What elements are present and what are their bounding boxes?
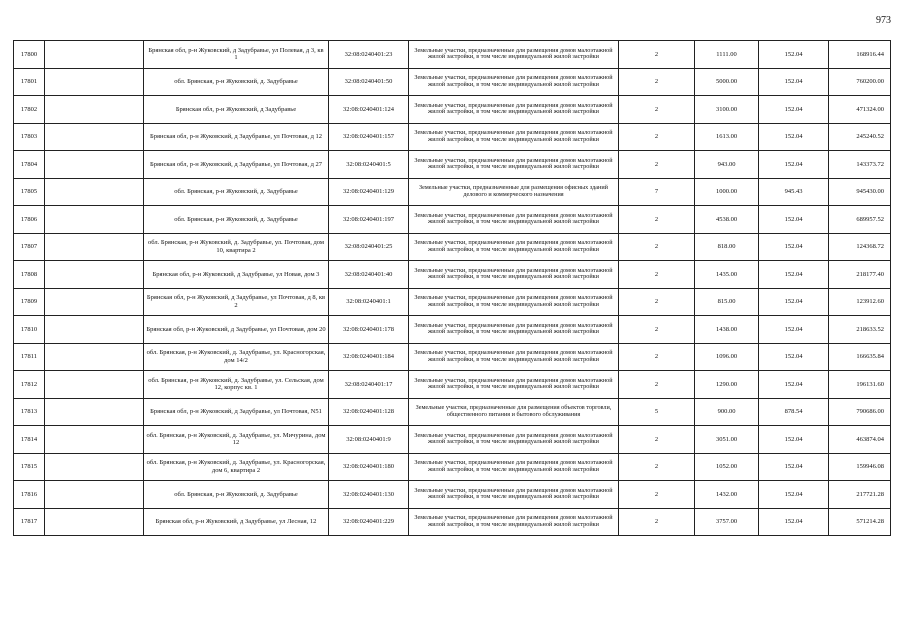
group-cell: 2	[619, 426, 695, 454]
area-cell: 5000.00	[695, 68, 759, 96]
row-number-cell: 17806	[14, 206, 45, 234]
land-use-cell: Земельные участки, предназначенные для размещения домов малоэтажной жилой застройки, в том числе индивидуальной жилой застройки	[409, 68, 619, 96]
cadastral-value-cell: 463874.04	[829, 426, 891, 454]
cadastral-value-cell: 159946.08	[829, 453, 891, 481]
specific-value-cell: 152.04	[759, 151, 829, 179]
address-cell: Брянская обл, р-н Жуковский, д Задубравье, ул Почтовая, д 12	[144, 123, 329, 151]
area-cell: 900.00	[695, 398, 759, 426]
land-use-cell: Земельные участки, предназначенные для размещения домов малоэтажной жилой застройки, в том числе индивидуальной жилой застройки	[409, 371, 619, 399]
blank-cell	[45, 288, 144, 316]
group-cell: 2	[619, 233, 695, 261]
table-row	[14, 261, 891, 289]
cadastral-number-cell: 32:08:0240401:50	[329, 68, 409, 96]
row-number-cell: 17814	[14, 426, 45, 454]
cadastral-value-table	[13, 40, 891, 536]
blank-cell	[45, 343, 144, 371]
address-cell: обл. Брянская, р-н Жуковский, д. Задубравье	[144, 481, 329, 509]
table-body	[14, 41, 891, 536]
group-cell: 5	[619, 398, 695, 426]
cadastral-number-cell: 32:08:0240401:40	[329, 261, 409, 289]
row-number-cell: 17817	[14, 508, 45, 536]
land-use-cell: Земельные участки, предназначенные для размещения домов малоэтажной жилой застройки, в том числе индивидуальной жилой застройки	[409, 96, 619, 124]
area-cell: 943.00	[695, 151, 759, 179]
table-row	[14, 41, 891, 69]
specific-value-cell: 152.04	[759, 41, 829, 69]
table-row	[14, 316, 891, 344]
address-cell: обл. Брянская, р-н Жуковский, д. Задубравье	[144, 178, 329, 206]
blank-cell	[45, 123, 144, 151]
cadastral-value-cell: 471324.00	[829, 96, 891, 124]
table-row	[14, 426, 891, 454]
address-cell: Брянская обл, р-н Жуковский, д Задубравье, ул Лесная, 12	[144, 508, 329, 536]
area-cell: 3757.00	[695, 508, 759, 536]
area-cell: 1052.00	[695, 453, 759, 481]
area-cell: 3051.00	[695, 426, 759, 454]
group-cell: 2	[619, 123, 695, 151]
group-cell: 2	[619, 316, 695, 344]
land-use-cell: Земельные участки, предназначенные для размещения домов малоэтажной жилой застройки, в том числе индивидуальной жилой застройки	[409, 261, 619, 289]
address-cell: Брянская обл, р-н Жуковский, д Задубравье, ул Почтовая, дом 20	[144, 316, 329, 344]
cadastral-number-cell: 32:08:0240401:178	[329, 316, 409, 344]
cadastral-value-cell: 217721.28	[829, 481, 891, 509]
blank-cell	[45, 508, 144, 536]
specific-value-cell: 152.04	[759, 261, 829, 289]
address-cell: обл. Брянская, р-н Жуковский, д. Задубравье, ул. Красногорская, дом 14/2	[144, 343, 329, 371]
row-number-cell: 17805	[14, 178, 45, 206]
cadastral-value-cell: 571214.28	[829, 508, 891, 536]
cadastral-value-cell: 123912.60	[829, 288, 891, 316]
cadastral-number-cell: 32:08:0240401:184	[329, 343, 409, 371]
row-number-cell: 17808	[14, 261, 45, 289]
table-row	[14, 151, 891, 179]
specific-value-cell: 152.04	[759, 206, 829, 234]
cadastral-number-cell: 32:08:0240401:25	[329, 233, 409, 261]
group-cell: 2	[619, 96, 695, 124]
area-cell: 818.00	[695, 233, 759, 261]
address-cell: обл. Брянская, р-н Жуковский, д. Задубравье	[144, 206, 329, 234]
row-number-cell: 17816	[14, 481, 45, 509]
cadastral-number-cell: 32:08:0240401:23	[329, 41, 409, 69]
cadastral-number-cell: 32:08:0240401:128	[329, 398, 409, 426]
blank-cell	[45, 96, 144, 124]
address-cell: Брянская обл, р-н Жуковский, д Задубравье	[144, 96, 329, 124]
cadastral-value-cell: 218633.52	[829, 316, 891, 344]
address-cell: обл. Брянская, р-н Жуковский, д. Задубравье	[144, 68, 329, 96]
row-number-cell: 17803	[14, 123, 45, 151]
land-use-cell: Земельные участки, предназначенные для размещения домов малоэтажной жилой застройки, в том числе индивидуальной жилой застройки	[409, 316, 619, 344]
table-row	[14, 481, 891, 509]
row-number-cell: 17801	[14, 68, 45, 96]
cadastral-value-cell: 143373.72	[829, 151, 891, 179]
row-number-cell: 17811	[14, 343, 45, 371]
blank-cell	[45, 316, 144, 344]
specific-value-cell: 152.04	[759, 508, 829, 536]
row-number-cell: 17810	[14, 316, 45, 344]
cadastral-value-cell: 945430.00	[829, 178, 891, 206]
specific-value-cell: 878.54	[759, 398, 829, 426]
area-cell: 1613.00	[695, 123, 759, 151]
row-number-cell: 17809	[14, 288, 45, 316]
specific-value-cell: 152.04	[759, 316, 829, 344]
blank-cell	[45, 481, 144, 509]
land-use-cell: Земельные участки, предназначенные для размещения домов малоэтажной жилой застройки, в том числе индивидуальной жилой застройки	[409, 123, 619, 151]
group-cell: 2	[619, 343, 695, 371]
cadastral-value-cell: 196131.60	[829, 371, 891, 399]
group-cell: 2	[619, 68, 695, 96]
row-number-cell: 17804	[14, 151, 45, 179]
cadastral-number-cell: 32:08:0240401:124	[329, 96, 409, 124]
group-cell: 2	[619, 261, 695, 289]
specific-value-cell: 152.04	[759, 426, 829, 454]
cadastral-number-cell: 32:08:0240401:1	[329, 288, 409, 316]
group-cell: 2	[619, 453, 695, 481]
group-cell: 2	[619, 151, 695, 179]
table-row	[14, 68, 891, 96]
land-use-cell: Земельные участки, предназначенные для размещения домов малоэтажной жилой застройки, в том числе индивидуальной жилой застройки	[409, 343, 619, 371]
address-cell: обл. Брянская, р-н Жуковский, д. Задубравье, ул. Мичурина, дом 12	[144, 426, 329, 454]
land-use-cell: Земельные участки, предназначенные для размещения домов малоэтажной жилой застройки, в том числе индивидуальной жилой застройки	[409, 453, 619, 481]
blank-cell	[45, 68, 144, 96]
specific-value-cell: 152.04	[759, 371, 829, 399]
specific-value-cell: 152.04	[759, 288, 829, 316]
blank-cell	[45, 41, 144, 69]
cadastral-number-cell: 32:08:0240401:130	[329, 481, 409, 509]
blank-cell	[45, 151, 144, 179]
page-number: 973	[876, 15, 891, 26]
area-cell: 1000.00	[695, 178, 759, 206]
blank-cell	[45, 371, 144, 399]
row-number-cell: 17813	[14, 398, 45, 426]
table-row	[14, 371, 891, 399]
cadastral-value-cell: 760200.00	[829, 68, 891, 96]
table-row	[14, 206, 891, 234]
group-cell: 2	[619, 41, 695, 69]
cadastral-number-cell: 32:08:0240401:180	[329, 453, 409, 481]
cadastral-number-cell: 32:08:0240401:5	[329, 151, 409, 179]
cadastral-number-cell: 32:08:0240401:129	[329, 178, 409, 206]
area-cell: 1435.00	[695, 261, 759, 289]
table-row	[14, 508, 891, 536]
address-cell: Брянская обл, р-н Жуковский, д Задубравье, ул Полевая, д 3, кв 1	[144, 41, 329, 69]
specific-value-cell: 152.04	[759, 123, 829, 151]
cadastral-number-cell: 32:08:0240401:197	[329, 206, 409, 234]
row-number-cell: 17815	[14, 453, 45, 481]
specific-value-cell: 152.04	[759, 68, 829, 96]
cadastral-number-cell: 32:08:0240401:157	[329, 123, 409, 151]
cadastral-number-cell: 32:08:0240401:229	[329, 508, 409, 536]
blank-cell	[45, 233, 144, 261]
row-number-cell: 17812	[14, 371, 45, 399]
specific-value-cell: 152.04	[759, 481, 829, 509]
blank-cell	[45, 178, 144, 206]
table-row	[14, 233, 891, 261]
land-use-cell: Земельные участки, предназначенные для размещения домов малоэтажной жилой застройки, в том числе индивидуальной жилой застройки	[409, 151, 619, 179]
blank-cell	[45, 426, 144, 454]
table-row	[14, 398, 891, 426]
land-use-cell: Земельные участки, предназначенные для размещения домов малоэтажной жилой застройки, в том числе индивидуальной жилой застройки	[409, 233, 619, 261]
table-row	[14, 343, 891, 371]
land-use-cell: Земельные участки, предназначенные для размещения объектов торговли, общественного питания и бытового обслуживания	[409, 398, 619, 426]
table-row	[14, 178, 891, 206]
area-cell: 1290.00	[695, 371, 759, 399]
table-row	[14, 288, 891, 316]
blank-cell	[45, 261, 144, 289]
address-cell: обл. Брянская, р-н Жуковский, д. Задубравье, ул. Сельская, дом 12, корпус кв. 1	[144, 371, 329, 399]
area-cell: 3100.00	[695, 96, 759, 124]
land-use-cell: Земельные участки, предназначенные для размещения офисных зданий делового и коммерческого назначения	[409, 178, 619, 206]
blank-cell	[45, 398, 144, 426]
land-use-cell: Земельные участки, предназначенные для размещения домов малоэтажной жилой застройки, в том числе индивидуальной жилой застройки	[409, 426, 619, 454]
group-cell: 7	[619, 178, 695, 206]
group-cell: 2	[619, 206, 695, 234]
cadastral-value-cell: 689957.52	[829, 206, 891, 234]
specific-value-cell: 152.04	[759, 233, 829, 261]
area-cell: 1432.00	[695, 481, 759, 509]
land-use-cell: Земельные участки, предназначенные для размещения домов малоэтажной жилой застройки, в том числе индивидуальной жилой застройки	[409, 288, 619, 316]
row-number-cell: 17807	[14, 233, 45, 261]
group-cell: 2	[619, 288, 695, 316]
blank-cell	[45, 453, 144, 481]
row-number-cell: 17800	[14, 41, 45, 69]
cadastral-value-cell: 166635.84	[829, 343, 891, 371]
address-cell: Брянская обл, р-н Жуковский, д Задубравье, ул Почтовая, д 8, кв 2	[144, 288, 329, 316]
row-number-cell: 17802	[14, 96, 45, 124]
group-cell: 2	[619, 481, 695, 509]
table-row	[14, 96, 891, 124]
cadastral-number-cell: 32:08:0240401:17	[329, 371, 409, 399]
area-cell: 1111.00	[695, 41, 759, 69]
cadastral-value-cell: 245240.52	[829, 123, 891, 151]
table-row	[14, 453, 891, 481]
land-use-cell: Земельные участки, предназначенные для размещения домов малоэтажной жилой застройки, в том числе индивидуальной жилой застройки	[409, 481, 619, 509]
cadastral-value-cell: 790686.00	[829, 398, 891, 426]
land-use-cell: Земельные участки, предназначенные для размещения домов малоэтажной жилой застройки, в том числе индивидуальной жилой застройки	[409, 508, 619, 536]
table-row	[14, 123, 891, 151]
area-cell: 4538.00	[695, 206, 759, 234]
area-cell: 815.00	[695, 288, 759, 316]
specific-value-cell: 945.43	[759, 178, 829, 206]
area-cell: 1438.00	[695, 316, 759, 344]
land-use-cell: Земельные участки, предназначенные для размещения домов малоэтажной жилой застройки, в том числе индивидуальной жилой застройки	[409, 206, 619, 234]
group-cell: 2	[619, 371, 695, 399]
cadastral-value-cell: 218177.40	[829, 261, 891, 289]
blank-cell	[45, 206, 144, 234]
specific-value-cell: 152.04	[759, 96, 829, 124]
land-use-cell: Земельные участки, предназначенные для размещения домов малоэтажной жилой застройки, в том числе индивидуальной жилой застройки	[409, 41, 619, 69]
address-cell: обл. Брянская, р-н Жуковский, д. Задубравье, ул. Красногорская, дом 6, квартира 2	[144, 453, 329, 481]
area-cell: 1096.00	[695, 343, 759, 371]
address-cell: Брянская обл, р-н Жуковский, д Задубравье, ул Почтовая, д 27	[144, 151, 329, 179]
address-cell: Брянская обл, р-н Жуковский, д Задубравье, ул Почтовая, N51	[144, 398, 329, 426]
group-cell: 2	[619, 508, 695, 536]
specific-value-cell: 152.04	[759, 453, 829, 481]
cadastral-number-cell: 32:08:0240401:9	[329, 426, 409, 454]
cadastral-value-cell: 168916.44	[829, 41, 891, 69]
cadastral-value-cell: 124368.72	[829, 233, 891, 261]
address-cell: Брянская обл, р-н Жуковский, д Задубравье, ул Новая, дом 3	[144, 261, 329, 289]
address-cell: обл. Брянская, р-н Жуковский, д. Задубравье, ул. Почтовая, дом 10, квартира 2	[144, 233, 329, 261]
specific-value-cell: 152.04	[759, 343, 829, 371]
